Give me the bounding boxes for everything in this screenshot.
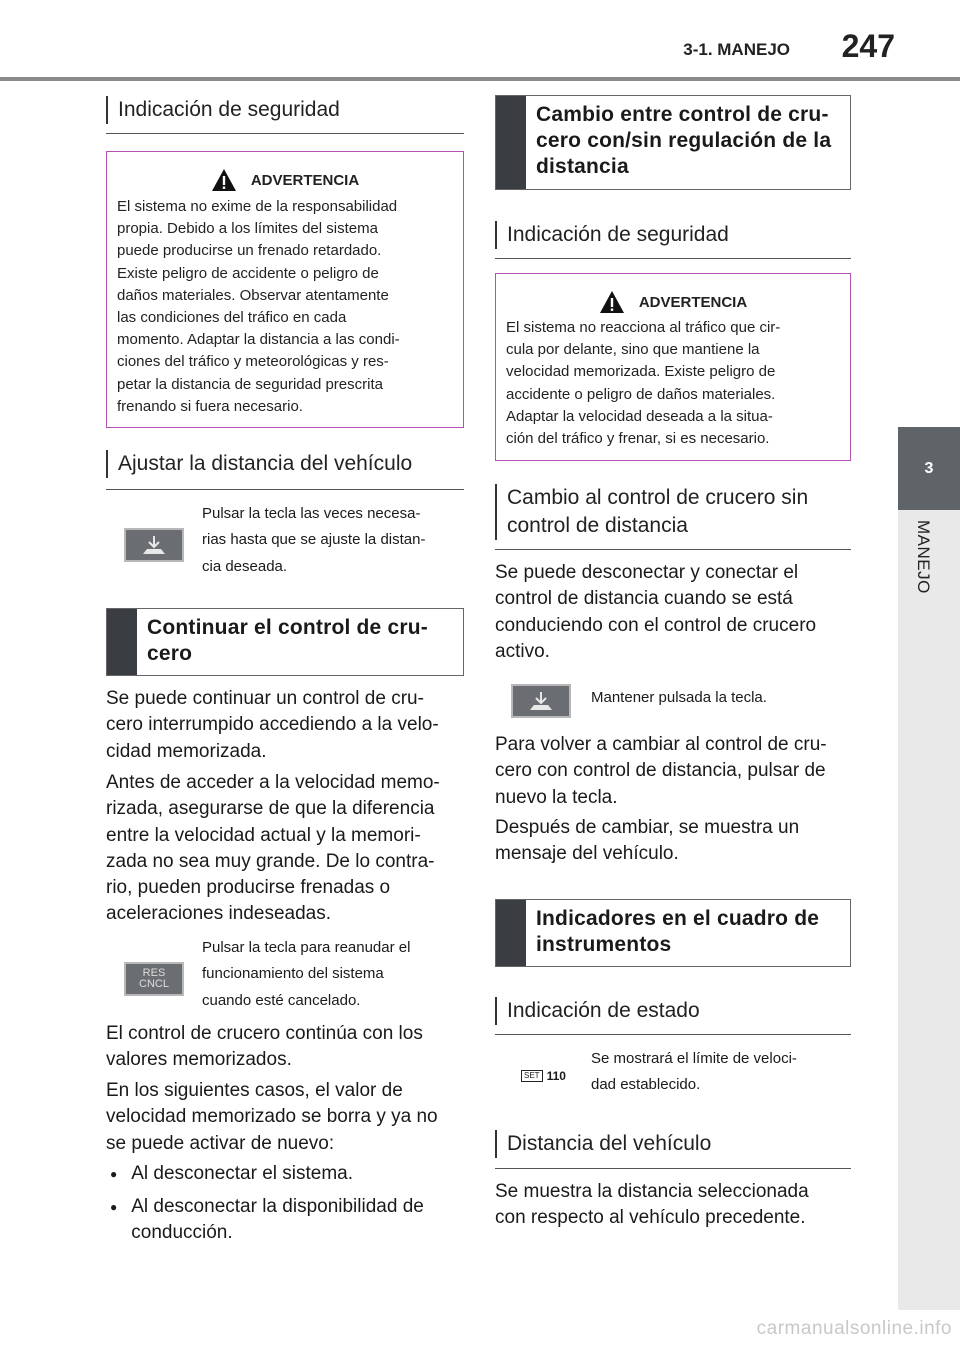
subhead-rule <box>106 489 464 490</box>
bullet-icon: ● <box>110 1200 118 1214</box>
distance-button <box>511 684 571 718</box>
set-text: Se mostrará el límite de veloci- dad establecido. <box>591 1050 797 1094</box>
list-item: ● Al desconectar el sistema. <box>110 1161 476 1187</box>
subhead-vehicle-distance: Distancia del vehículo <box>495 1130 847 1158</box>
paragraph: Se puede continuar un control de cru- cero interrumpido accediendo a la velo- cidad memorizada. <box>106 688 439 762</box>
heading-bar <box>496 900 526 966</box>
section-heading-switch: Cambio entre control de cru- cero con/sin regulación de la distancia <box>495 95 851 190</box>
subhead-status: Indicación de estado <box>495 997 847 1025</box>
set-label: SET <box>521 1070 543 1082</box>
side-rail <box>898 510 960 1310</box>
set-speed-indicator <box>521 1069 566 1083</box>
warning-title: ADVERTENCIA <box>638 293 748 311</box>
distance-icon <box>139 534 169 556</box>
paragraph: Se puede desconectar y conectar el control de distancia cuando se está conduciendo con el control de crucero activo. <box>495 562 817 662</box>
page-number: 247 <box>841 28 895 64</box>
watermark: carmanualsonline.info <box>756 1318 952 1339</box>
section-heading-continue: Continuar el control de cru- cero <box>106 608 464 676</box>
list-item: ● Al desconectar la disponibilidad de conducción. <box>110 1194 476 1247</box>
paragraph: Se muestra la distancia seleccionada con respecto al vehículo precedente. <box>495 1181 809 1229</box>
warning-box-1 <box>106 151 464 428</box>
res-label: RES <box>142 967 166 979</box>
paragraph: Antes de acceder a la velocidad memo- rizada, asegurarse de que la diferencia entre la velocidad actual y la memori- zada no sea muy grande. De lo contra- rio, pueden producirse frenadas o aceleraciones indeseadas. <box>106 772 440 925</box>
subhead-switch-off: Cambio al control de crucero sin control de distancia <box>495 484 847 540</box>
subhead-rule <box>106 133 464 134</box>
bullet-icon: ● <box>110 1167 118 1181</box>
paragraph: Después de cambiar, se muestra un mensaje del vehículo. <box>495 817 800 865</box>
warning-text: El sistema no reacciona al tráfico que cir- cula por delante, sino que mantiene la velocidad memorizada. Existe peligro de accidente o peligro de daños materiales. Adaptar la velocidad deseada a la situa- ción del tráfico y frenar, si es necesario. <box>506 319 781 448</box>
heading-bar <box>107 609 137 675</box>
warning-title: ADVERTENCIA <box>250 171 360 189</box>
subhead-rule <box>495 258 851 259</box>
warning-header <box>107 162 463 198</box>
subhead-rule <box>495 1034 851 1035</box>
warning-triangle-icon <box>211 168 237 192</box>
warning-box-2 <box>495 273 851 461</box>
section-title: 3-1. MANEJO <box>683 40 790 59</box>
subhead-rule <box>495 549 851 550</box>
warning-text: El sistema no exime de la responsabilidad propia. Debido a los límites del sistema puede producirse un frenado retardado. Existe peligro de accidente o peligro de daños materiales. Observar atentamente las condiciones del tráfico en cada momento. Adaptar la distancia a las condi- ciones del tráfico y meteorológicas y res- petar la distancia de seguridad prescrita frenando si fuera necesario. <box>117 198 400 415</box>
heading-bar <box>496 96 526 189</box>
chapter-tab: 3 <box>898 427 960 510</box>
distance-button <box>124 528 184 562</box>
paragraph: El control de crucero continúa con los valores memorizados. <box>106 1023 423 1071</box>
subhead-distance: Ajustar la distancia del vehículo <box>106 450 458 478</box>
subhead-safety-2: Indicación de seguridad <box>495 221 847 249</box>
section-heading-indicators: Indicadores en el cuadro de instrumentos <box>495 899 851 967</box>
hold-button-text: Mantener pulsada la tecla. <box>591 689 767 706</box>
res-button-text: Pulsar la tecla para reanudar el funcionamiento del sistema cuando esté cancelado. <box>202 939 411 1009</box>
res-cncl-button <box>124 962 184 996</box>
chapter-label <box>913 520 933 610</box>
set-value: 110 <box>546 1069 566 1083</box>
paragraph: En los siguientes casos, el valor de velocidad memorizado se borra y ya no se puede activar de nuevo: <box>106 1080 438 1154</box>
distance-button-text: Pulsar la tecla las veces necesa- rias hasta que se ajuste la distan- cia deseada. <box>202 505 426 575</box>
header-rule <box>0 77 960 81</box>
paragraph: Para volver a cambiar al control de cru- cero con control de distancia, pulsar de nuevo la tecla. <box>495 734 827 808</box>
cncl-label: CNCL <box>139 978 169 990</box>
subhead-safety-1: Indicación de seguridad <box>106 96 458 124</box>
chapter-label-text: MANEJO <box>914 520 933 594</box>
warning-triangle-icon <box>599 290 625 314</box>
subhead-rule <box>495 1168 851 1169</box>
distance-icon <box>526 690 556 712</box>
warning-header <box>496 284 850 320</box>
